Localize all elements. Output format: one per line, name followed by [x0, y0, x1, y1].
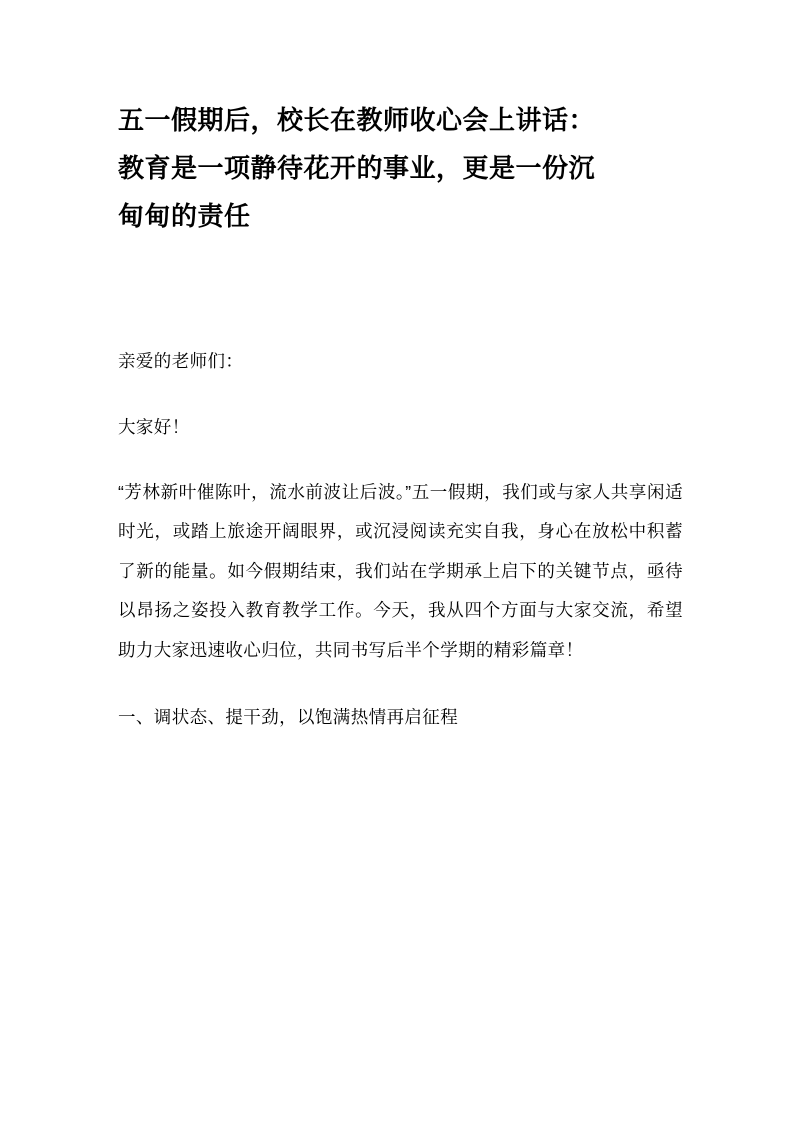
title-line-2: 教育是一项静待花开的事业，更是一份沉 [118, 153, 596, 184]
greeting: 大家好！ [118, 416, 190, 437]
intro-paragraph: “芳林新叶催陈叶，流水前波让后波。”五一假期，我们或与家人共享闲适时光，或踏上旅途开阔眼界，或沉浸阅读充实自我，身心在放松中积蓄了新的能量。如今假期结束，我们站在学期承上启下的关键节点，亟待以昂扬之姿投入教育教学工作。今天，我从四个方面与大家交流，希望助力大家迅速收心归位，共同书写后半个学期的精彩篇章！ [118, 482, 683, 660]
title-line-3: 甸甸的责任 [118, 201, 251, 232]
title-body-spacer [118, 250, 683, 342]
section-heading-1: 一、调状态、提干劲，以饱满热情再启征程 [118, 706, 459, 727]
page-title [118, 96, 683, 240]
title-line-1: 五一假期后，校长在教师收心会上讲话： [118, 105, 596, 135]
salutation: 亲爱的老师们： [118, 351, 244, 372]
